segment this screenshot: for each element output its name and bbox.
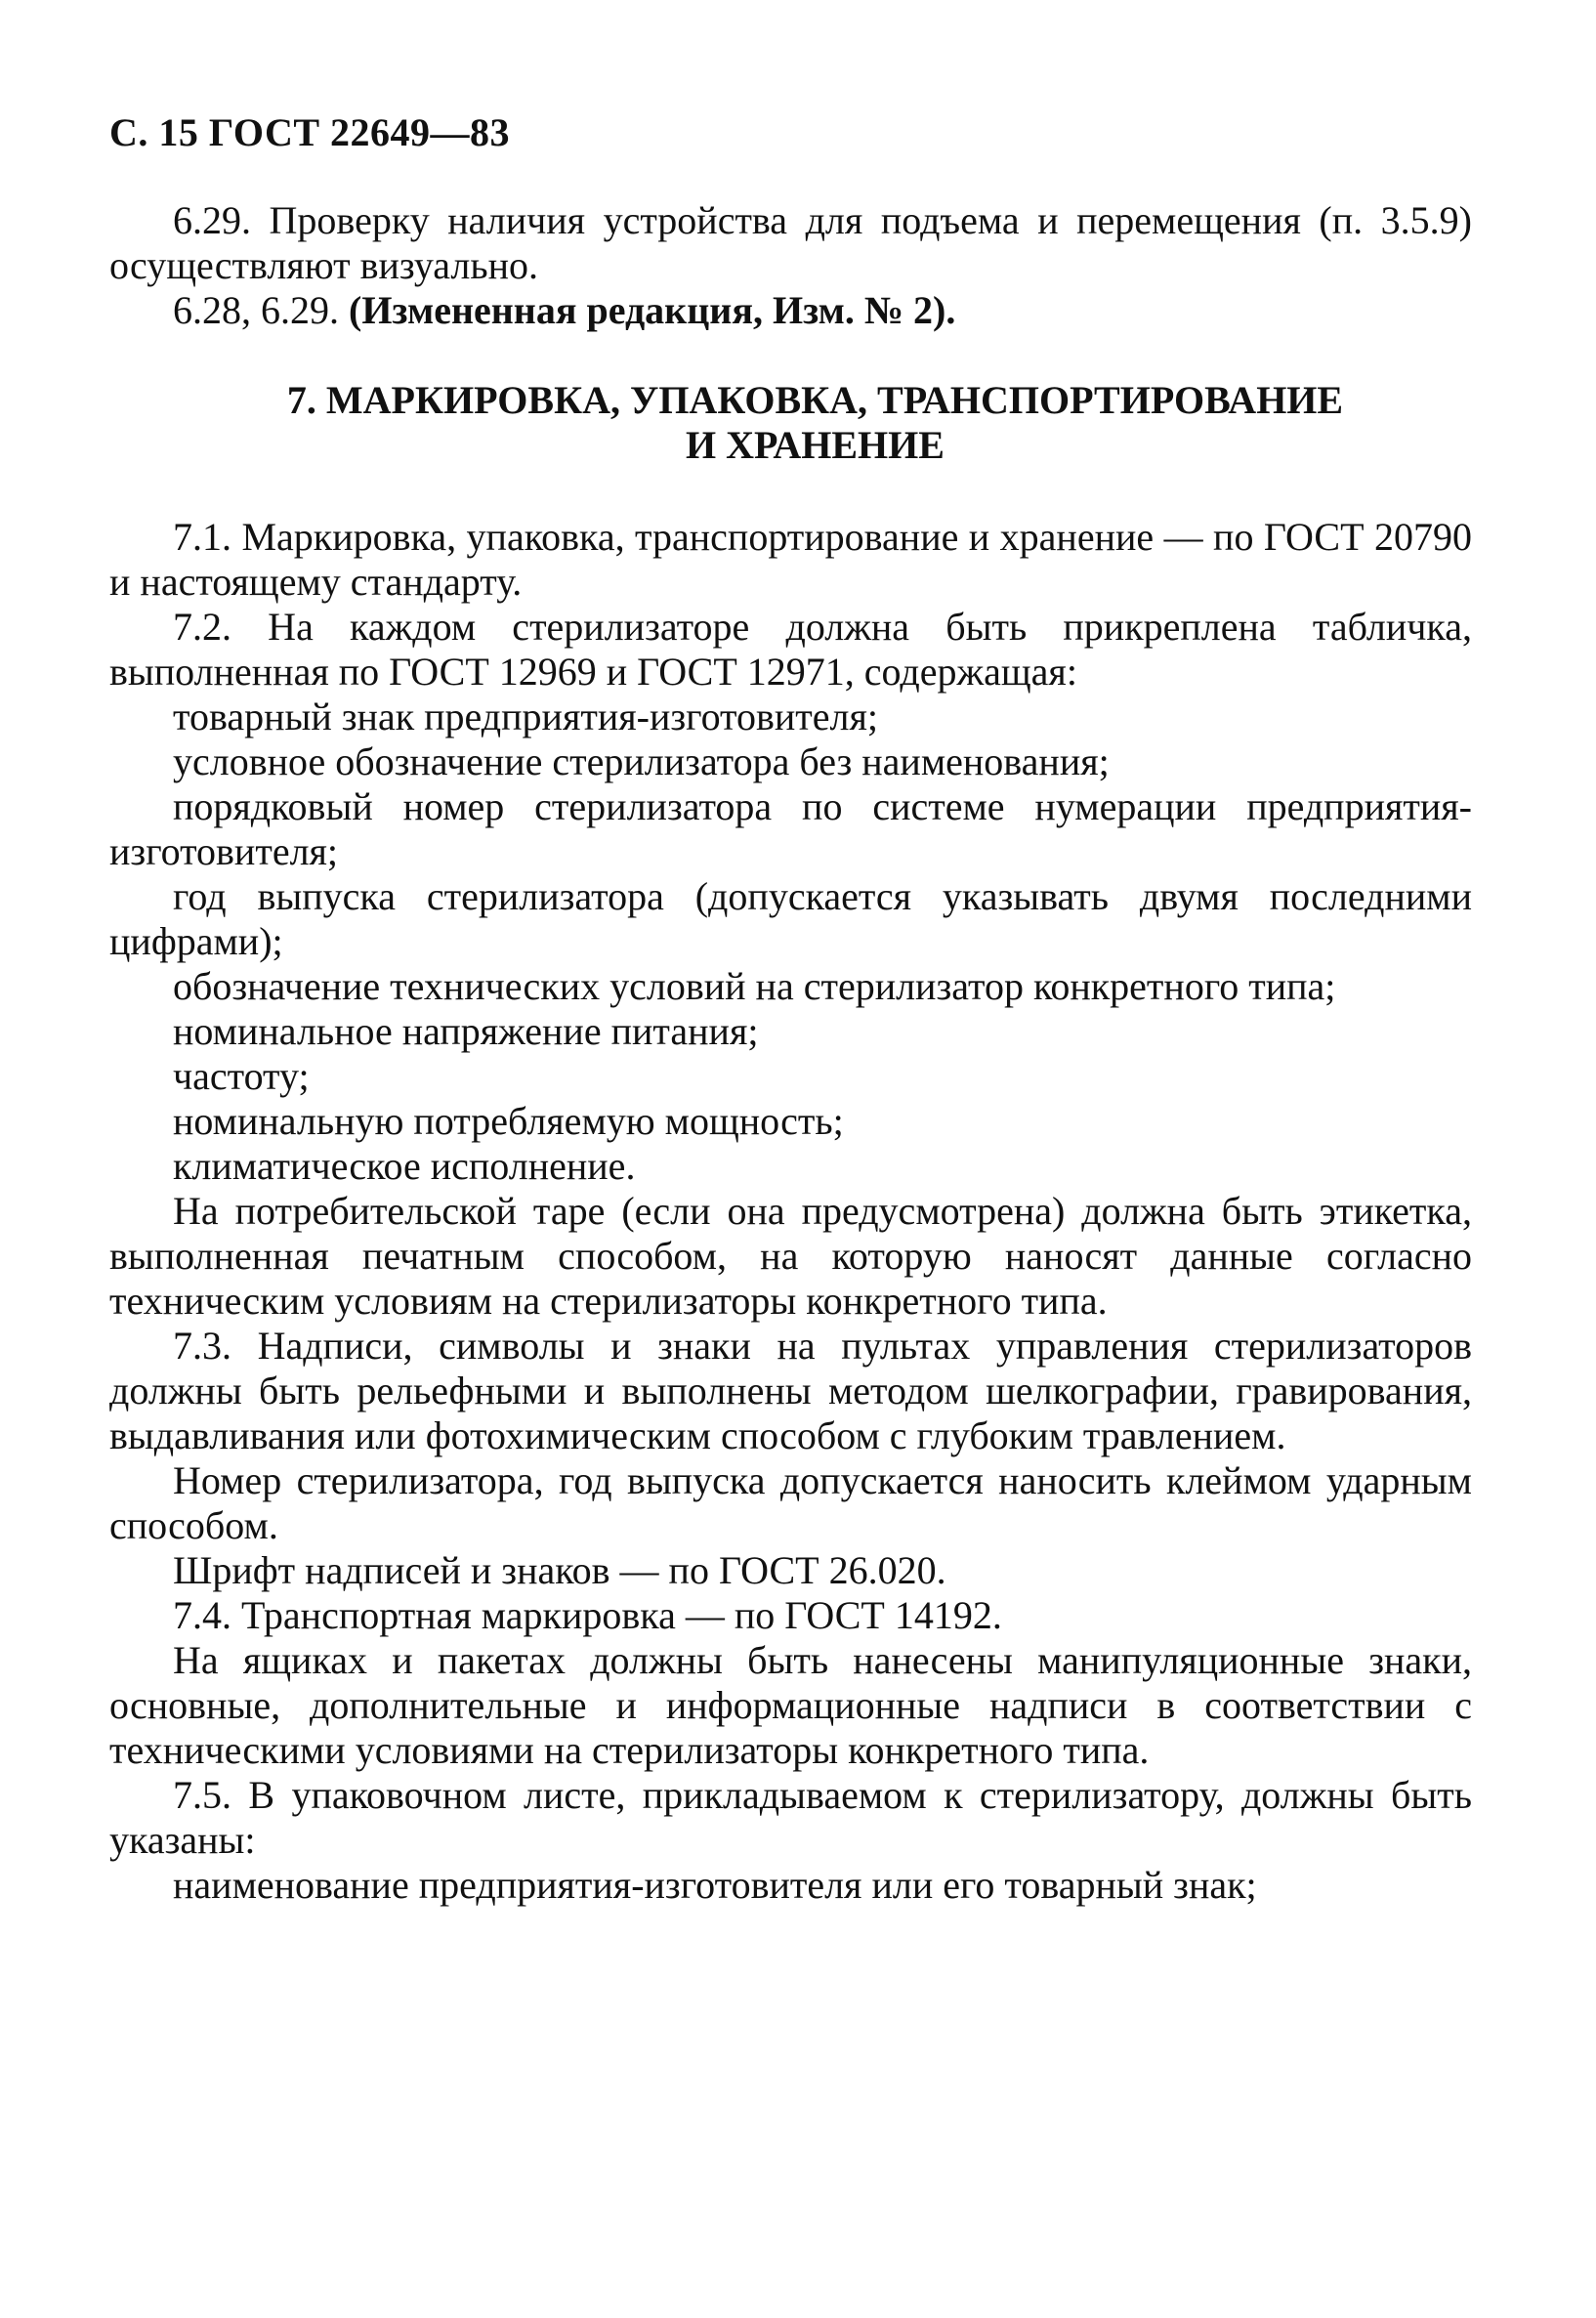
list-item: климатическое исполнение. — [173, 1144, 636, 1188]
section-7-title-line-2: И ХРАНЕНИЕ — [686, 423, 945, 467]
note-ref: 6.28, 6.29. — [173, 288, 349, 332]
paragraph-7-4: 7.4. Транспортная маркировка — по ГОСТ 14192. — [173, 1593, 1002, 1637]
section-7-title-line-1: 7. МАРКИРОВКА, УПАКОВКА, ТРАНСПОРТИРОВАНИЕ — [286, 378, 1344, 422]
section-7-heading — [109, 378, 1472, 468]
list-item: товарный знак предприятия-изготовителя; — [173, 695, 878, 738]
paragraph-7-2-consumer-packaging: На потребительской таре (если она предусмотрена) должна быть этикетка, выполненная печатным способом, на которую наносят данные согласно техническим условиям на стерилизаторы конкретного типа. — [109, 1189, 1472, 1323]
list-item: год выпуска стерилизатора (допускается указывать двумя последними цифрами); — [109, 874, 1472, 963]
paragraph-7-3-number: Номер стерилизатора, год выпуска допускается наносить клеймом ударным способом. — [109, 1458, 1472, 1547]
list-item: обозначение технических условий на стерилизатор конкретного типа; — [173, 964, 1336, 1008]
list-item: порядковый номер стерилизатора по системе нумерации предприятия-изготовителя; — [109, 784, 1472, 873]
list-item: условное обозначение стерилизатора без наименования; — [173, 739, 1110, 783]
paragraph-7-3: 7.3. Надписи, символы и знаки на пультах управления стерилизаторов должны быть рельефными и выполнены методом шелкографии, гравирования, выдавливания или фотохимическим способом с глубоким травлением. — [109, 1324, 1472, 1457]
page-header: С. 15 ГОСТ 22649—83 — [109, 110, 511, 154]
paragraph-7-1: 7.1. Маркировка, упаковка, транспортирование и хранение — по ГОСТ 20790 и настоящему стандарту. — [109, 515, 1472, 604]
paragraph-6-29: 6.29. Проверку наличия устройства для подъема и перемещения (п. 3.5.9) осуществляют визуально. — [109, 198, 1472, 287]
note-amendment: (Измененная редакция, Изм. № 2). — [349, 288, 956, 332]
paragraph-6-28-6-29-note — [109, 288, 1472, 333]
paragraph-7-5: 7.5. В упаковочном листе, прикладываемом к стерилизатору, должны быть указаны: — [109, 1773, 1472, 1862]
list-item: наименование предприятия-изготовителя или его товарный знак; — [173, 1863, 1257, 1907]
list-item: номинальную потребляемую мощность; — [173, 1099, 844, 1143]
paragraph-7-3-font: Шрифт надписей и знаков — по ГОСТ 26.020. — [173, 1548, 946, 1592]
list-item: частоту; — [173, 1054, 310, 1098]
paragraph-7-4-boxes: На ящиках и пакетах должны быть нанесены манипуляционные знаки, основные, дополнительные и информационные надписи в соответствии с техническими условиями на стерилизаторы конкретного типа. — [109, 1638, 1472, 1772]
list-item: номинальное напряжение питания; — [173, 1009, 759, 1053]
document-body — [109, 198, 1472, 1908]
paragraph-7-2: 7.2. На каждом стерилизаторе должна быть прикреплена табличка, выполненная по ГОСТ 12969 и ГОСТ 12971, содержащая: — [109, 605, 1472, 694]
